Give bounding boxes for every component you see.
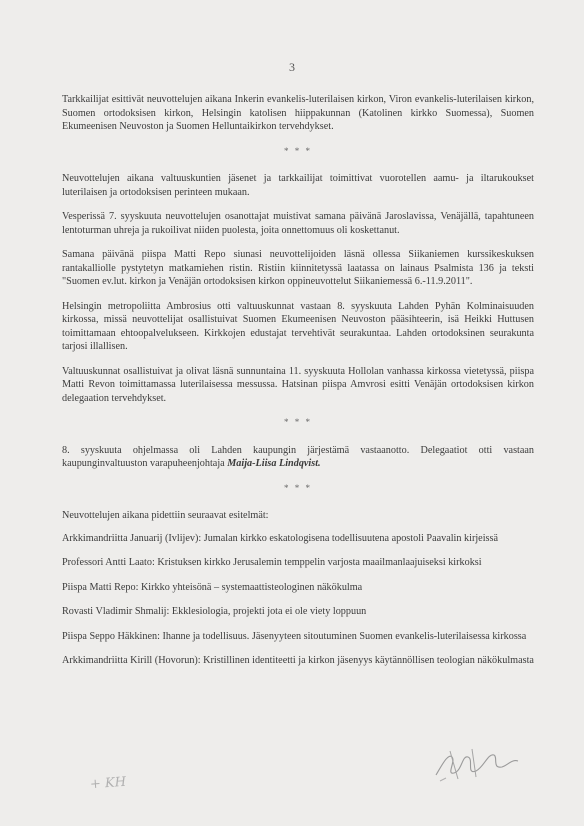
paragraph-lectures-intro: Neuvottelujen aikana pidettiin seuraavat esitelmät: bbox=[62, 510, 269, 521]
section-separator: * * * bbox=[284, 417, 312, 427]
section-separator: * * * bbox=[284, 482, 312, 493]
lecture-item: Rovasti Vladimir Shmalij: Ekklesiologia, projekti jota ei ole viety loppuun bbox=[62, 606, 367, 617]
document-body bbox=[62, 93, 534, 679]
lecture-list bbox=[62, 532, 534, 668]
paragraph-prayers: Neuvottelujen aikana valtuuskuntien jäsenet ja tarkkailijat toimittivat vuorotellen aamu- ja iltarukoukset luterilaisen ja ortodoksisen perinteen mukaan. bbox=[62, 173, 534, 198]
lecture-item: Arkkimandriitta Kirill (Hovorun): Kristillinen identiteetti ja kirkon jäsenyys käytännöllisen teologian näkökulmasta bbox=[62, 655, 534, 666]
paragraph-metropolitan-reception: Helsingin metropoliitta Ambrosius otti valtuuskunnat vastaan 8. syyskuuta Lahden Pyhän Kolminaisuuden kirkossa, missä neuvottelijat osallistuivat Suomen Ekumeenisen Neuvoston pääsihteerin, isä Heikki Huttusen toimittamaan ehtoopalvelukseen. Kirkkojen edustajat tervehtivät seurakuntaa. Lahden ortodoksinen seurakunta tarjosi illallisen. bbox=[62, 300, 534, 352]
section-separator: * * * bbox=[284, 145, 312, 156]
handwritten-initials: + KH bbox=[89, 774, 127, 793]
vice-chair-name: Maija-Liisa Lindqvist. bbox=[227, 458, 321, 469]
lecture-item: Arkkimandriitta Januarij (Ivlijev): Jumalan kirkko eskatologisena todellisuutena apostoli Paavalin kirjeissä bbox=[62, 532, 498, 544]
lecture-item: Piispa Seppo Häkkinen: Ihanne ja todellisuus. Jäsenyyteen sitoutuminen Suomen evankelis-luterilaisessa kirkossa bbox=[62, 630, 527, 642]
paragraph-vespers: Vesperissä 7. syyskuuta neuvottelujen osanottajat muistivat samana päivänä Jaroslavissa, Venäjällä, tapahtuneen lentoturman uhreja ja rukoilivat niiden puolesta, joita onnettomuus oli koskettanut. bbox=[62, 211, 534, 236]
paragraph-city-reception bbox=[62, 444, 534, 471]
paragraph-hollola-mass: Valtuuskunnat osallistuivat ja olivat läsnä sunnuntaina 11. syyskuuta Hollolan vanhassa kirkossa vietetyssä, piispa Matti Revon toimittamassa luterilaisessa messussa. Hatsinan piispa Amvrosi esitti Venäjän ortodoksisen kirkon delegaation tervehdykset. bbox=[62, 365, 534, 404]
handwritten-signature-icon bbox=[432, 745, 522, 785]
city-reception-text: 8. syyskuuta ohjelmassa oli Lahden kaupungin järjestämä vastaanotto. Delegaatiot otti vastaan kaupunginvaltuuston varapuheenjohtaja bbox=[62, 444, 534, 469]
page-number: 3 bbox=[289, 60, 295, 74]
lecture-item: Professori Antti Laato: Kristuksen kirkko Jerusalemin temppelin varjosta maailmanlaajuiseksi kirkoksi bbox=[62, 557, 482, 568]
paragraph-cross-blessing: Samana päivänä piispa Matti Repo siunasi neuvottelijoiden läsnä ollessa Siikaniemen kurssikeskuksen rantakalliolle pystytetyn matkamiehen ristin. Ristiin kiinnitetyssä laatassa on lainaus Psalmista 136 ja teksti "Suomen ev.lut. kirkon ja Venäjän ortodoksisen kirkon oppineuvottelut Siikaniemessä 6.-11.9.2011". bbox=[62, 249, 534, 287]
lecture-item: Piispa Matti Repo: Kirkko yhteisönä – systemaattisteologinen näkökulma bbox=[62, 581, 363, 593]
paragraph-observers-greetings: Tarkkailijat esittivät neuvottelujen aikana Inkerin evankelis-luterilaisen kirkon, Viron evankelis-luterilaisen kirkon, Suomen ortodoksisen kirkon, Helsingin katolisen hiippakunnan (Katolinen kirkko Suomessa), Suomen Ekumeenisen Neuvoston ja Suomen Helluntaikirkon tervehdykset. bbox=[62, 94, 534, 132]
